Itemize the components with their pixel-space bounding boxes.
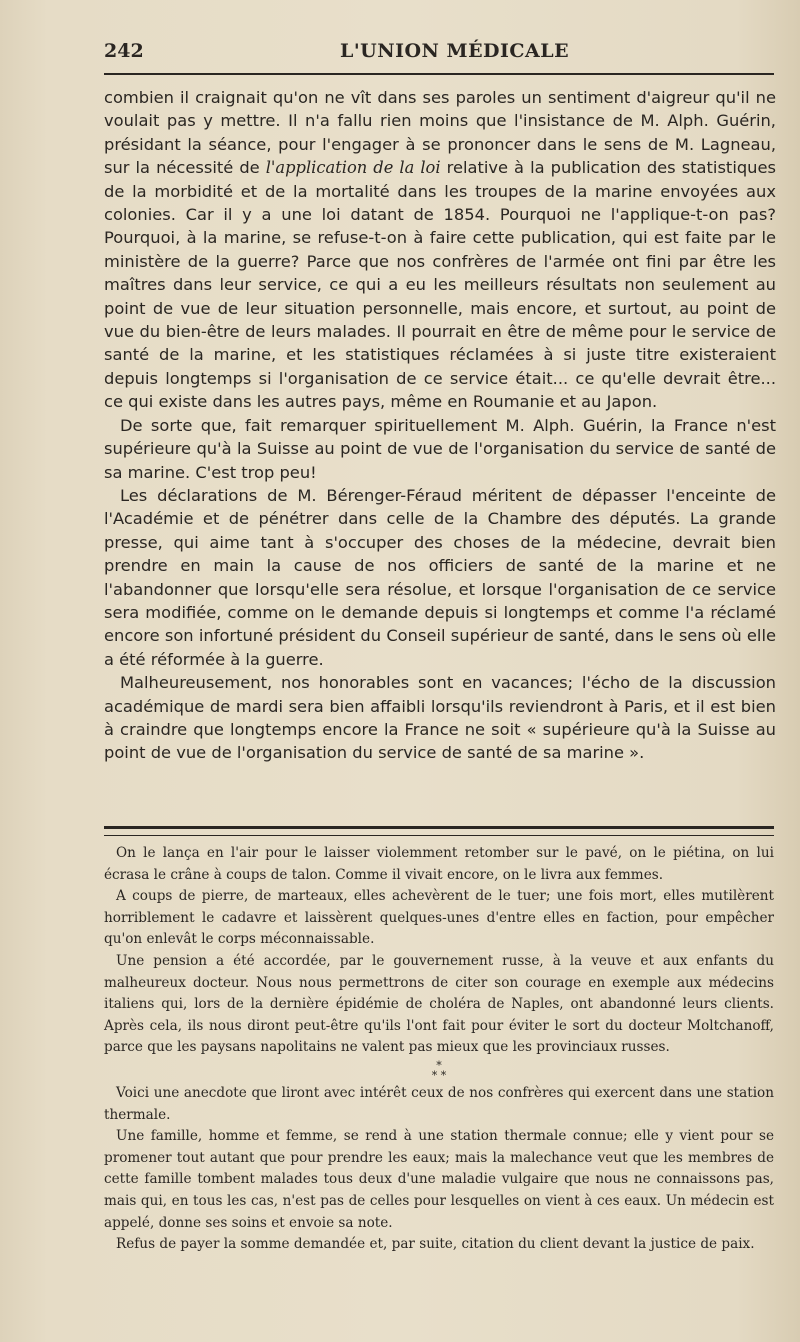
small-print-section	[104, 843, 774, 1256]
paragraph-1: combien il craignait qu'on ne vît dans ses paroles un sentiment d'aigreur qu'il ne voulait pas y mettre. Il n'a fallu rien moins que l'insistance de M. Alph. Guérin, présidant la séance, pour l'engager à se prononcer dans le sens de M. Lagneau, sur la nécessité de l'application de la loi relative à la publication des statistiques de la morbidité et de la mortalité dans les troupes de la marine envoyées aux colonies. Car il y a une loi datant de 1854. Pourquoi ne l'applique-t-on pas? Pourquoi, à la marine, se refuse-t-on à faire cette publication, qui est faite par le ministère de la guerre? Parce que nos confrères de l'armée ont fini par être les maîtres dans leur service, ce qui a eu les meilleurs résultats non seulement au point de vue de leur situation personnelle, mais encore, et surtout, au point de vue du bien-être de leurs malades. Il pourrait en être de même pour le service de santé de la marine, et les statistiques réclamées à si juste titre existeraient depuis longtemps si l'organisation de ce service était... ce qu'elle devrait être... ce qui existe dans les autres pays, même en Roumanie et au Japon.	[104, 88, 776, 412]
page-number: 242	[104, 40, 144, 62]
note-paragraph-3: Une pension a été accordée, par le gouvernement russe, à la veuve et aux enfants du malheureux docteur. Nous nous permettrons de citer son courage en exemple aux médecins italiens qui, lors de la dernière épidémie de choléra de Naples, ont abandonné leurs clients. Après cela, ils nous diront peut-être qu'ils l'ont fait pour éviter le sort du docteur Moltchanoff, parce que les paysans napolitains ne valent pas mieux que les provinciaux russes.	[104, 952, 774, 1056]
section-divider	[104, 826, 774, 836]
asterism: * * *	[431, 1058, 447, 1082]
emphasis-loi: l'application de la loi	[265, 158, 441, 178]
note-paragraph-4: Voici une anecdote que liront avec intérêt ceux de nos confrères qui exercent dans une station thermale.	[104, 1084, 774, 1123]
note-paragraph-2: A coups de pierre, de marteaux, elles achevèrent de le tuer; une fois mort, elles mutilèrent horriblement le cadavre et laissèrent quelques-unes d'entre elles en faction, pour empêcher qu'on enlevât le corps méconnaissable.	[104, 888, 774, 948]
paragraph-2: De sorte que, fait remarquer spirituellement M. Alph. Guérin, la France n'est supérieure qu'à la Suisse au point de vue de l'organisation du service de santé de sa marine. C'est trop peu!	[104, 415, 776, 482]
note-paragraph-1: On le lança en l'air pour le laisser violemment retomber sur le pavé, on le piétina, on lui écrasa le crâne à coups de talon. Comme il vivait encore, on le livra aux femmes.	[104, 845, 774, 883]
note-paragraph-6: Refus de payer la somme demandée et, par suite, citation du client devant la justice de paix.	[116, 1236, 755, 1253]
running-title: L'UNION MÉDICALE	[340, 40, 570, 62]
header-rule	[104, 73, 774, 75]
main-text	[104, 86, 776, 765]
paragraph-3: Les déclarations de M. Bérenger-Féraud méritent de dépasser l'enceinte de l'Académie et de pénétrer dans celle de la Chambre des députés. La grande presse, qui aime tant à s'occuper des choses de la médecine, devrait bien prendre en main la cause de nos officiers de santé de la marine et ne l'abandonner que lorsqu'elle sera résolue, et lorsque l'organisation de ce service sera modifiée, comme on le demande depuis si longtemps et comme l'a réclamé encore son infortuné président du Conseil supérieur de santé, dans le sens où elle a été réformée à la guerre.	[104, 485, 776, 669]
page-header	[104, 40, 774, 70]
paragraph-4: Malheureusement, nos honorables sont en vacances; l'écho de la discussion académique de mardi sera bien affaibli lorsqu'ils reviendront à Paris, et il est bien à craindre que longtemps encore la France ne soit « supérieure qu'à la Suisse au point de vue de l'organisation du service de santé de sa marine ».	[104, 673, 776, 763]
note-paragraph-5: Une famille, homme et femme, se rend à une station thermale connue; elle y vient pour se promener tout autant que pour prendre les eaux; mais la malechance veut que les membres de cette famille tombent malades tous deux d'une maladie vulgaire que nous ne connaissons pas, mais qui, en tous les cas, n'est pas de celles pour lesquelles on vient à ces eaux. Un médecin est appelé, donne ses soins et envoie sa note.	[104, 1128, 774, 1231]
